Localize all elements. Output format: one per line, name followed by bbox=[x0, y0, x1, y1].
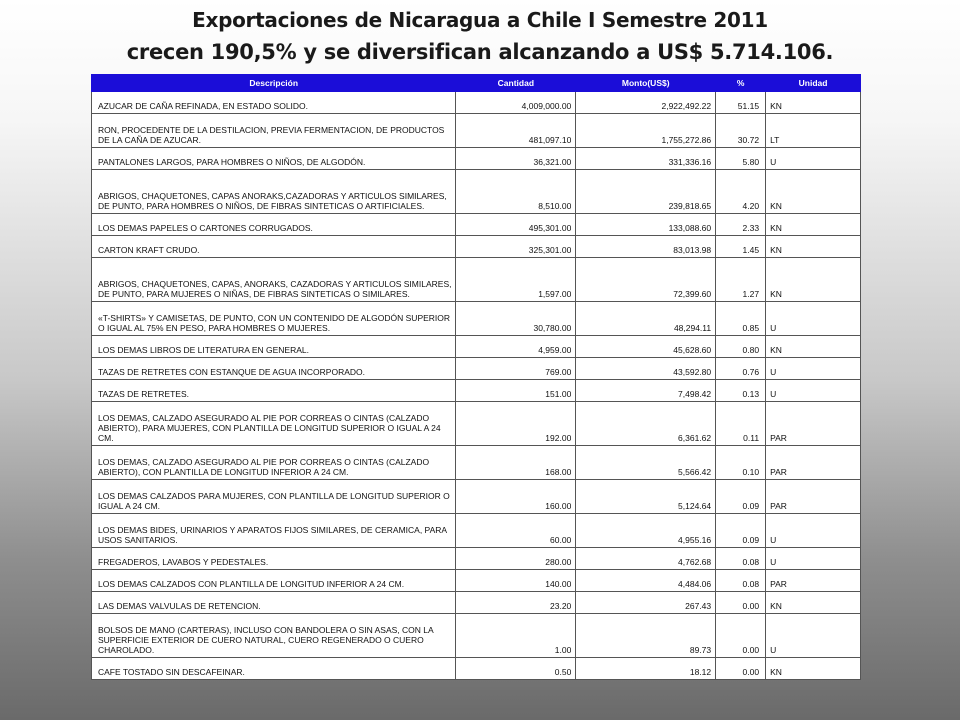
cell-description: BOLSOS DE MANO (CARTERAS), INCLUSO CON BANDOLERA O SIN ASAS, CON LA SUPERFICIE EXTERIOR DE CUERO NATURAL, CUERO REGENERADO O CUERO CHAROLADO. bbox=[92, 614, 456, 658]
header-porcentaje: % bbox=[716, 75, 766, 92]
cell-percent: 1.45 bbox=[716, 236, 766, 258]
table-row bbox=[92, 446, 861, 480]
cell-amount: 43,592.80 bbox=[576, 358, 716, 380]
cell-unit: PAR bbox=[766, 480, 861, 514]
table-row bbox=[92, 592, 861, 614]
table-body bbox=[92, 92, 861, 680]
cell-amount: 45,628.60 bbox=[576, 336, 716, 358]
cell-amount: 72,399.60 bbox=[576, 258, 716, 302]
cell-quantity: 1.00 bbox=[456, 614, 576, 658]
cell-quantity: 151.00 bbox=[456, 380, 576, 402]
cell-unit: KN bbox=[766, 336, 861, 358]
cell-percent: 51.15 bbox=[716, 92, 766, 114]
cell-unit: KN bbox=[766, 658, 861, 680]
cell-quantity: 280.00 bbox=[456, 548, 576, 570]
cell-description: TAZAS DE RETRETES. bbox=[92, 380, 456, 402]
table-row bbox=[92, 114, 861, 148]
cell-quantity: 4,959.00 bbox=[456, 336, 576, 358]
exports-table bbox=[91, 74, 861, 680]
cell-percent: 0.09 bbox=[716, 514, 766, 548]
cell-description: PANTALONES LARGOS, PARA HOMBRES O NIÑOS, DE ALGODÓN. bbox=[92, 148, 456, 170]
cell-amount: 48,294.11 bbox=[576, 302, 716, 336]
cell-quantity: 168.00 bbox=[456, 446, 576, 480]
cell-unit: U bbox=[766, 148, 861, 170]
cell-quantity: 140.00 bbox=[456, 570, 576, 592]
cell-quantity: 1,597.00 bbox=[456, 258, 576, 302]
cell-description: «T-SHIRTS» Y CAMISETAS, DE PUNTO, CON UN CONTENIDO DE ALGODÓN SUPERIOR O IGUAL AL 75% EN PESO, PARA HOMBRES O MUJERES. bbox=[92, 302, 456, 336]
title-line-1: Exportaciones de Nicaragua a Chile I Semestre 2011 bbox=[192, 8, 768, 32]
table-header-row bbox=[92, 75, 861, 92]
table-row bbox=[92, 514, 861, 548]
cell-description: LOS DEMAS, CALZADO ASEGURADO AL PIE POR CORREAS O CINTAS (CALZADO ABIERTO), CON PLANTILLA DE LONGITUD INFERIOR A 24 CM. bbox=[92, 446, 456, 480]
table-row bbox=[92, 258, 861, 302]
cell-percent: 30.72 bbox=[716, 114, 766, 148]
cell-unit: KN bbox=[766, 214, 861, 236]
cell-quantity: 325,301.00 bbox=[456, 236, 576, 258]
cell-unit: U bbox=[766, 380, 861, 402]
cell-percent: 0.76 bbox=[716, 358, 766, 380]
cell-description: LOS DEMAS CALZADOS PARA MUJERES, CON PLANTILLA DE LONGITUD SUPERIOR O IGUAL A 24 CM. bbox=[92, 480, 456, 514]
header-monto: Monto(US$) bbox=[576, 75, 716, 92]
cell-percent: 5.80 bbox=[716, 148, 766, 170]
table-row bbox=[92, 148, 861, 170]
cell-quantity: 0.50 bbox=[456, 658, 576, 680]
title-line-2: crecen 190,5% y se diversifican alcanzando a US$ 5.714.106. bbox=[126, 40, 834, 64]
cell-amount: 18.12 bbox=[576, 658, 716, 680]
table-row bbox=[92, 358, 861, 380]
cell-quantity: 4,009,000.00 bbox=[456, 92, 576, 114]
cell-amount: 89.73 bbox=[576, 614, 716, 658]
cell-quantity: 160.00 bbox=[456, 480, 576, 514]
cell-description: ABRIGOS, CHAQUETONES, CAPAS, ANORAKS, CAZADORAS Y ARTICULOS SIMILARES, DE PUNTO, PARA MUJERES O NIÑAS, DE FIBRAS SINTETICAS O SIMILARES. bbox=[92, 258, 456, 302]
table-row bbox=[92, 336, 861, 358]
table-row bbox=[92, 570, 861, 592]
cell-amount: 331,336.16 bbox=[576, 148, 716, 170]
cell-description: CAFE TOSTADO SIN DESCAFEINAR. bbox=[92, 658, 456, 680]
cell-unit: KN bbox=[766, 236, 861, 258]
cell-amount: 1,755,272.86 bbox=[576, 114, 716, 148]
header-descripcion: Descripción bbox=[92, 75, 456, 92]
cell-percent: 0.10 bbox=[716, 446, 766, 480]
cell-percent: 0.11 bbox=[716, 402, 766, 446]
cell-unit: U bbox=[766, 614, 861, 658]
cell-percent: 0.00 bbox=[716, 658, 766, 680]
table-row bbox=[92, 480, 861, 514]
cell-unit: PAR bbox=[766, 402, 861, 446]
header-unidad: Unidad bbox=[766, 75, 861, 92]
cell-quantity: 36,321.00 bbox=[456, 148, 576, 170]
cell-percent: 2.33 bbox=[716, 214, 766, 236]
cell-quantity: 769.00 bbox=[456, 358, 576, 380]
cell-percent: 0.85 bbox=[716, 302, 766, 336]
cell-unit: KN bbox=[766, 592, 861, 614]
cell-quantity: 30,780.00 bbox=[456, 302, 576, 336]
cell-unit: PAR bbox=[766, 570, 861, 592]
cell-amount: 4,955.16 bbox=[576, 514, 716, 548]
table-row bbox=[92, 214, 861, 236]
cell-description: LOS DEMAS LIBROS DE LITERATURA EN GENERAL. bbox=[92, 336, 456, 358]
cell-amount: 83,013.98 bbox=[576, 236, 716, 258]
cell-percent: 0.13 bbox=[716, 380, 766, 402]
cell-unit: U bbox=[766, 302, 861, 336]
cell-unit: KN bbox=[766, 258, 861, 302]
cell-amount: 4,762.68 bbox=[576, 548, 716, 570]
table-row bbox=[92, 614, 861, 658]
cell-amount: 2,922,492.22 bbox=[576, 92, 716, 114]
table-row bbox=[92, 302, 861, 336]
header-cantidad: Cantidad bbox=[456, 75, 576, 92]
table-row bbox=[92, 658, 861, 680]
cell-unit: U bbox=[766, 358, 861, 380]
cell-description: TAZAS DE RETRETES CON ESTANQUE DE AGUA INCORPORADO. bbox=[92, 358, 456, 380]
cell-description: FREGADEROS, LAVABOS Y PEDESTALES. bbox=[92, 548, 456, 570]
cell-percent: 0.09 bbox=[716, 480, 766, 514]
cell-quantity: 60.00 bbox=[456, 514, 576, 548]
table-row bbox=[92, 92, 861, 114]
cell-quantity: 23.20 bbox=[456, 592, 576, 614]
table-row bbox=[92, 402, 861, 446]
cell-percent: 0.08 bbox=[716, 548, 766, 570]
table-row bbox=[92, 236, 861, 258]
cell-amount: 267.43 bbox=[576, 592, 716, 614]
table-row bbox=[92, 548, 861, 570]
cell-unit: LT bbox=[766, 114, 861, 148]
cell-percent: 1.27 bbox=[716, 258, 766, 302]
cell-amount: 5,566.42 bbox=[576, 446, 716, 480]
cell-percent: 0.00 bbox=[716, 614, 766, 658]
cell-description: LOS DEMAS BIDES, URINARIOS Y APARATOS FIJOS SIMILARES, DE CERAMICA, PARA USOS SANITARIOS. bbox=[92, 514, 456, 548]
cell-amount: 4,484.06 bbox=[576, 570, 716, 592]
cell-unit: KN bbox=[766, 170, 861, 214]
cell-quantity: 8,510.00 bbox=[456, 170, 576, 214]
cell-description: ABRIGOS, CHAQUETONES, CAPAS ANORAKS,CAZADORAS Y ARTICULOS SIMILARES, DE PUNTO, PARA HOMBRES O NIÑOS, DE FIBRAS SINTETICAS O ARTIFICIALES. bbox=[92, 170, 456, 214]
cell-unit: U bbox=[766, 548, 861, 570]
cell-description: RON, PROCEDENTE DE LA DESTILACION, PREVIA FERMENTACION, DE PRODUCTOS DE LA CAÑA DE AZUCAR. bbox=[92, 114, 456, 148]
cell-description: LOS DEMAS PAPELES O CARTONES CORRUGADOS. bbox=[92, 214, 456, 236]
cell-percent: 0.80 bbox=[716, 336, 766, 358]
table-row bbox=[92, 170, 861, 214]
cell-amount: 239,818.65 bbox=[576, 170, 716, 214]
cell-description: LOS DEMAS CALZADOS CON PLANTILLA DE LONGITUD INFERIOR A 24 CM. bbox=[92, 570, 456, 592]
table-row bbox=[92, 380, 861, 402]
cell-amount: 5,124.64 bbox=[576, 480, 716, 514]
cell-description: LAS DEMAS VALVULAS DE RETENCION. bbox=[92, 592, 456, 614]
cell-quantity: 481,097.10 bbox=[456, 114, 576, 148]
cell-unit: U bbox=[766, 514, 861, 548]
cell-amount: 133,088.60 bbox=[576, 214, 716, 236]
cell-description: CARTON KRAFT CRUDO. bbox=[92, 236, 456, 258]
cell-unit: KN bbox=[766, 92, 861, 114]
cell-amount: 7,498.42 bbox=[576, 380, 716, 402]
cell-quantity: 495,301.00 bbox=[456, 214, 576, 236]
cell-amount: 6,361.62 bbox=[576, 402, 716, 446]
cell-unit: PAR bbox=[766, 446, 861, 480]
cell-percent: 4.20 bbox=[716, 170, 766, 214]
cell-percent: 0.08 bbox=[716, 570, 766, 592]
cell-description: AZUCAR DE CAÑA REFINADA, EN ESTADO SOLIDO. bbox=[92, 92, 456, 114]
cell-percent: 0.00 bbox=[716, 592, 766, 614]
cell-quantity: 192.00 bbox=[456, 402, 576, 446]
cell-description: LOS DEMAS, CALZADO ASEGURADO AL PIE POR CORREAS O CINTAS (CALZADO ABIERTO), PARA MUJERES, CON PLANTILLA DE LONGITUD SUPERIOR O IGUAL A 24 CM. bbox=[92, 402, 456, 446]
